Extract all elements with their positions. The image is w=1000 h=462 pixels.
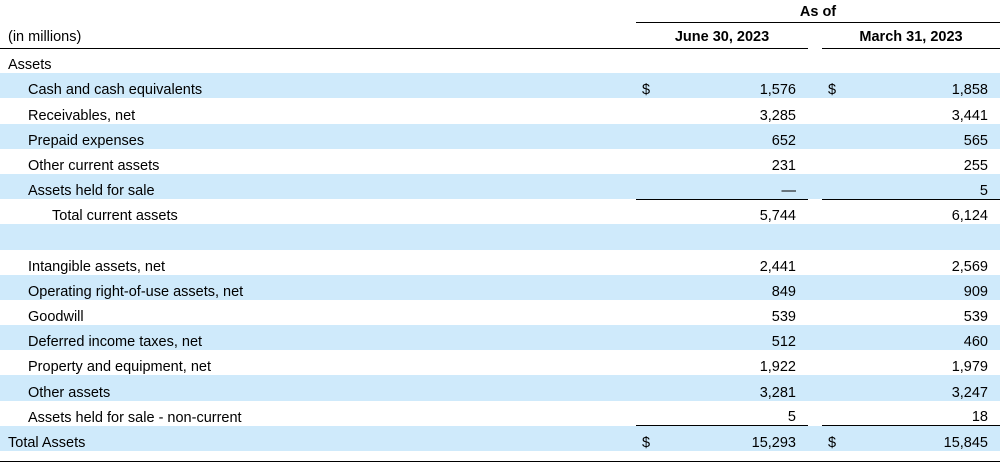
row-currency-col1 (636, 325, 666, 350)
column-header-march-31-2023: March 31, 2023 (822, 22, 1000, 48)
row-currency-col2 (822, 325, 852, 350)
row-label: Assets held for sale (28, 183, 155, 200)
row-label (0, 224, 636, 249)
row-value-col1: 1,576 (759, 82, 796, 99)
table-row (0, 124, 1000, 149)
section-title-assets: Assets (8, 57, 52, 74)
row-gap (808, 275, 822, 300)
row-value-col1: 15,293 (666, 426, 808, 451)
table-row (0, 174, 1000, 199)
row-label: Intangible assets, net (28, 258, 166, 275)
row-label: Receivables, net (28, 107, 136, 124)
row-value-col2: 565 (963, 132, 988, 149)
row-currency-col2 (822, 199, 852, 224)
table-row (0, 350, 1000, 375)
assets-cur1-empty (636, 48, 666, 73)
column-header-row (0, 22, 1000, 48)
row-gap (808, 98, 822, 123)
row-value-col2 (852, 224, 1000, 249)
as-of-header-row (0, 0, 1000, 22)
table-row (0, 401, 1000, 426)
row-gap (808, 199, 822, 224)
row-value-col1: 231 (771, 157, 796, 174)
row-value-col2: 1,858 (951, 82, 988, 99)
table-row (0, 375, 1000, 400)
table-row (0, 250, 1000, 275)
row-value-col1: 2,441 (759, 258, 796, 275)
row-currency-col1 (636, 375, 666, 400)
table-row (0, 426, 1000, 451)
row-label: Total current assets (52, 208, 178, 225)
row-value-col2: 460 (963, 334, 988, 351)
row-value-col2: 6,124 (852, 199, 1000, 224)
row-currency-col2 (822, 350, 852, 375)
row-currency-col2 (822, 98, 852, 123)
row-gap (808, 250, 822, 275)
row-value-col1: 512 (771, 334, 796, 351)
row-currency-col1 (636, 199, 666, 224)
row-value-col1: 1,922 (759, 359, 796, 376)
table-row (0, 149, 1000, 174)
table-header (0, 0, 1000, 48)
asof-empty-label-cell (0, 0, 636, 22)
row-label: Total Assets (8, 435, 86, 451)
row-value-col2: 539 (963, 309, 988, 326)
row-value-col2: 3,441 (951, 107, 988, 124)
assets-gap (808, 48, 822, 73)
units-note: (in millions) (0, 22, 636, 48)
row-value-col2: 5 (979, 182, 988, 199)
row-value-col1: 3,285 (759, 107, 796, 124)
row-value-col2: 255 (963, 157, 988, 174)
row-currency-col2 (822, 149, 852, 174)
assets-val2-empty (852, 48, 1000, 73)
row-gap (808, 426, 822, 451)
row-currency-col2 (822, 224, 852, 249)
row-label: Other assets (28, 384, 111, 401)
table-row (0, 98, 1000, 123)
row-gap (808, 174, 822, 199)
row-gap (808, 124, 822, 149)
row-label: Prepaid expenses (28, 132, 145, 149)
row-value-col2: 909 (963, 283, 988, 300)
row-currency-col1 (636, 275, 666, 300)
row-value-col2: 3,247 (951, 384, 988, 401)
row-currency-col1 (636, 149, 666, 174)
row-currency-col2 (822, 375, 852, 400)
row-currency-col1 (636, 401, 666, 426)
row-value-col1: 5 (787, 409, 796, 426)
row-currency-col2 (822, 250, 852, 275)
row-currency-col1 (636, 300, 666, 325)
row-currency-col1 (636, 174, 666, 199)
assets-val1-empty (666, 48, 808, 73)
table-row (0, 325, 1000, 350)
row-gap (808, 325, 822, 350)
row-label: Deferred income taxes, net (28, 334, 203, 351)
table-body (0, 48, 1000, 451)
row-label: Cash and cash equivalents (28, 82, 203, 99)
row-label: Other current assets (28, 157, 160, 174)
table-row (0, 275, 1000, 300)
row-label: Assets held for sale - non-current (28, 409, 242, 426)
row-gap (808, 350, 822, 375)
table-row (0, 300, 1000, 325)
table-row-spacer (0, 224, 1000, 249)
row-label: Operating right-of-use assets, net (28, 283, 244, 300)
row-currency-col1 (636, 250, 666, 275)
section-title-row-assets (0, 48, 1000, 73)
row-currency-col1 (636, 350, 666, 375)
row-currency-col1: $ (642, 82, 651, 99)
row-currency-col2 (822, 401, 852, 426)
row-currency-col2 (822, 174, 852, 199)
row-gap (808, 375, 822, 400)
row-gap (808, 401, 822, 426)
row-currency-col1 (636, 124, 666, 149)
row-currency-col1 (636, 98, 666, 123)
row-value-col2: 1,979 (951, 359, 988, 376)
row-value-col1: 652 (771, 132, 796, 149)
assets-cur2-empty (822, 48, 852, 73)
row-value-col2: 2,569 (951, 258, 988, 275)
row-gap (808, 73, 822, 98)
row-value-col2: 18 (971, 409, 988, 426)
row-gap (808, 300, 822, 325)
row-currency-col2 (822, 124, 852, 149)
row-currency-col2 (822, 300, 852, 325)
row-currency-col2: $ (822, 426, 852, 451)
row-value-col1: 3,281 (759, 384, 796, 401)
row-value-col1: 539 (771, 309, 796, 326)
table-row (0, 199, 1000, 224)
row-label: Goodwill (28, 309, 84, 326)
row-gap (808, 149, 822, 174)
row-currency-col1: $ (636, 426, 666, 451)
row-gap (808, 224, 822, 249)
table-row (0, 73, 1000, 98)
column-header-june-30-2023: June 30, 2023 (636, 22, 808, 48)
column-gap-spacer (808, 22, 822, 48)
row-value-col1: 5,744 (666, 199, 808, 224)
row-value-col1: 849 (771, 283, 796, 300)
row-label: Property and equipment, net (28, 359, 211, 376)
asof-header-label: As of (636, 0, 1000, 22)
row-value-col2: 15,845 (852, 426, 1000, 451)
row-value-col1: — (781, 182, 796, 199)
row-currency-col2: $ (828, 82, 837, 99)
row-currency-col2 (822, 275, 852, 300)
row-currency-col1 (636, 224, 666, 249)
row-value-col1 (666, 224, 808, 249)
